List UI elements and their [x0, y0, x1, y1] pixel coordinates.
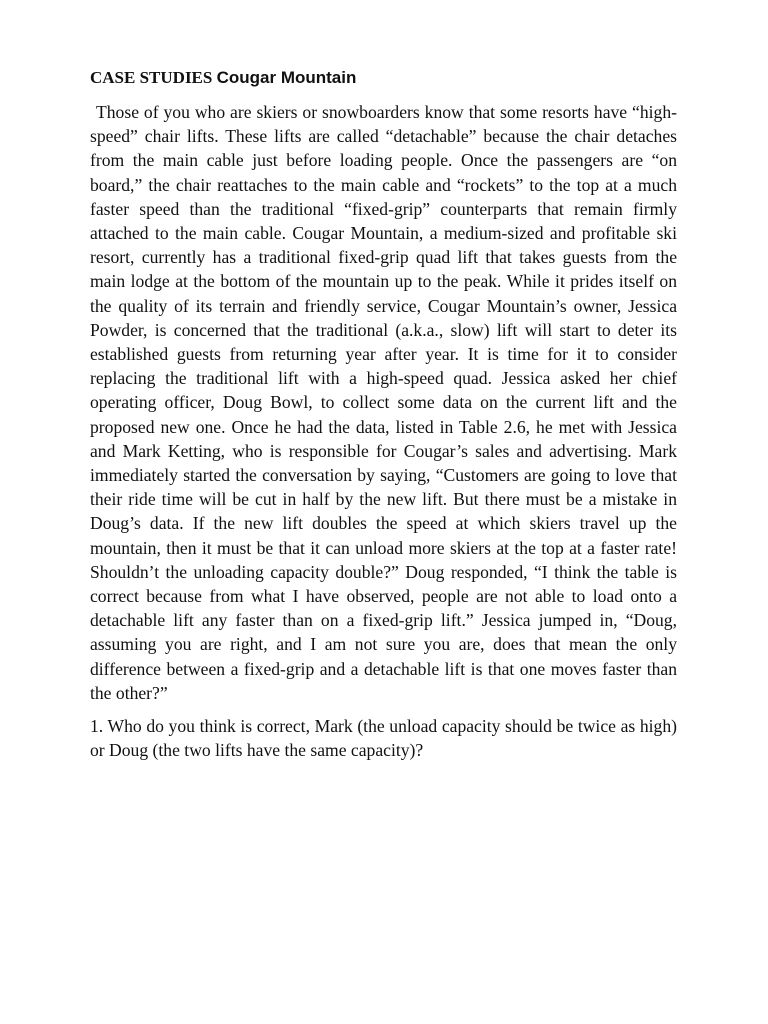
- heading-prefix: CASE STUDIES: [90, 68, 213, 87]
- case-study-paragraph: Those of you who are skiers or snowboarders know that some resorts have “high-speed” chair lifts. These lifts are called “detachable” because the chair detaches from the main cable just before loading people. Once the passengers are “on board,” the chair reattaches to the main cable and “rockets” to the top at a much faster speed than the traditional “fixed-grip” counterparts that remain firmly attached to the main cable. Cougar Mountain, a medium-sized and profitable ski resort, currently has a traditional fixed-grip quad lift that takes guests from the main lodge at the bottom of the mountain up to the peak. While it prides itself on the quality of its terrain and friendly service, Cougar Mountain’s owner, Jessica Powder, is concerned that the traditional (a.k.a., slow) lift will start to deter its established guests from returning year after year. It is time for it to consider replacing the traditional lift with a high-speed quad. Jessica asked her chief operating officer, Doug Bowl, to collect some data on the current lift and the proposed new one. Once he had the data, listed in Table 2.6, he met with Jessica and Mark Ketting, who is responsible for Cougar’s sales and advertising. Mark immediately started the conversation by saying, “Customers are going to love that their ride time will be cut in half by the new lift. But there must be a mistake in Doug’s data. If the new lift doubles the speed at which skiers travel up the mountain, then it must be that it can unload more skiers at the top at a faster rate! Shouldn’t the unloading capacity double?” Doug responded, “I think the table is correct because from what I have observed, people are not able to load onto a detachable lift any faster than on a fixed-grip lift.” Jessica jumped in, “Doug, assuming you are right, and I am not sure you are, does that mean the only difference between a fixed-grip and a detachable lift is that one moves faster than the other?”: [90, 102, 677, 703]
- document-page: [90, 66, 677, 762]
- case-study-heading: [90, 66, 677, 90]
- heading-title: Cougar Mountain: [216, 68, 357, 87]
- discussion-question-1: 1. Who do you think is correct, Mark (the unload capacity should be twice as high) or Doug (the two lifts have the same capacity)?: [90, 716, 677, 761]
